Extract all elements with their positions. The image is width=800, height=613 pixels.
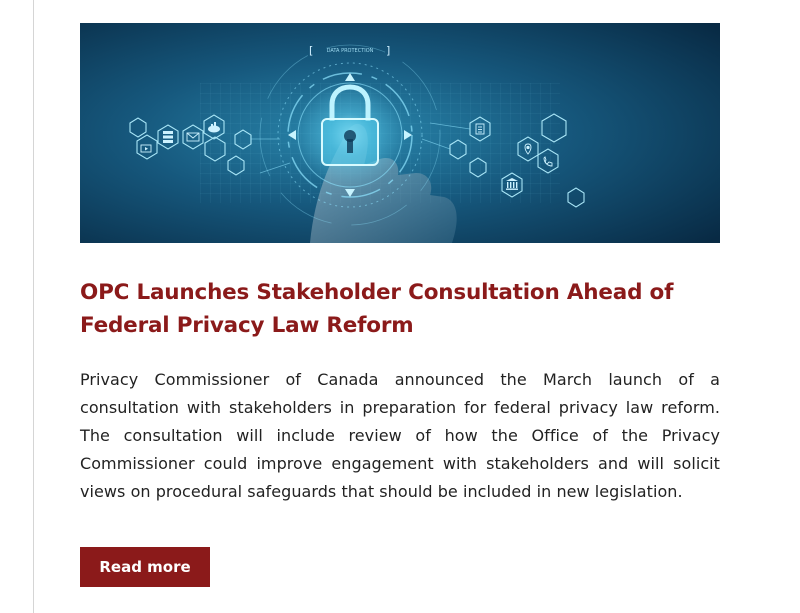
- article-title: OPC Launches Stakeholder Consultation Ahead of Federal Privacy Law Reform: [80, 280, 674, 338]
- article-summary: Privacy Commissioner of Canada announced the March launch of a consultation with stakeholders in preparation for federal privacy law reform. The consultation will include review of how the Office of the Privacy Commissioner could improve engagement with stakeholders and will solicit views on procedural safeguards that should be included in new legislation.: [80, 370, 720, 501]
- left-border: [33, 0, 34, 613]
- read-more-button[interactable]: Read more: [80, 547, 210, 587]
- hero-image: [80, 23, 720, 243]
- svg-text:]: ]: [386, 44, 391, 57]
- svg-text:[: [: [309, 44, 314, 57]
- svg-text:DATA PROTECTION: DATA PROTECTION: [326, 48, 374, 54]
- server-icon: [163, 131, 173, 143]
